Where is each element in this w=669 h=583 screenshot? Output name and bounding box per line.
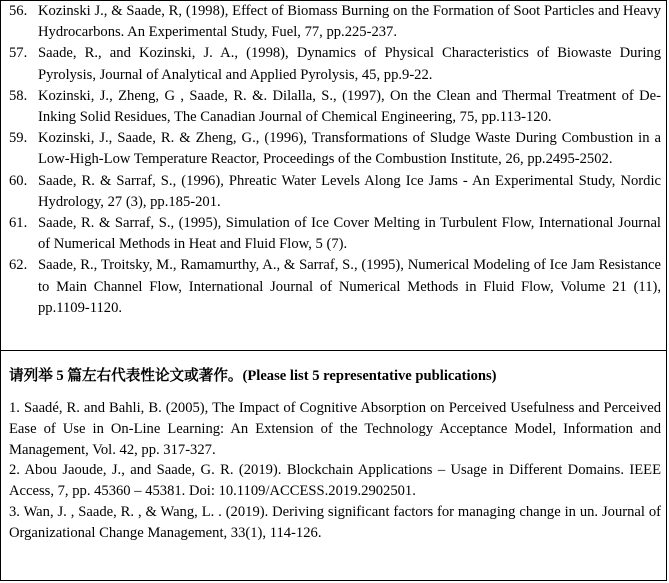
reference-item — [9, 128, 661, 170]
reference-text: Kozinski J., & Saade, R, (1998), Effect of Biomass Burning on the Formation of Soot Particles and Heavy Hydrocarbons. An Experimental Study, Fuel, 77, pp.225-237. — [38, 3, 661, 41]
reference-text: Kozinski, J., Zheng, G , Saade, R. &. Dilalla, S., (1997), On the Clean and Thermal Treatment of De-Inking Solid Residues, The Canadian Journal of Chemical Engineering, 75, pp.113-120. — [38, 87, 661, 126]
reference-text: Saade, R. & Sarraf, S., (1995), Simulation of Ice Cover Melting in Turbulent Flow, International Journal of Numerical Methods in Heat and Fluid Flow, 5 (7). — [38, 215, 661, 253]
reference-number: 58. — [9, 87, 28, 104]
reference-item — [9, 255, 661, 319]
reference-number: 62. — [9, 257, 28, 274]
section-heading: 请列举 5 篇左右代表性论文或著作。(Please list 5 representative publications) — [9, 368, 497, 384]
reference-number: 56. — [9, 3, 28, 19]
publication-item: 1. Saadé, R. and Bahli, B. (2005), The Impact of Cognitive Absorption on Perceived Usefulness and Perceived Ease of Use in On-Line Learning: An Extension of the Technology Acceptance Model, Information and Management, Vol. 42, pp. 317-327. — [9, 400, 661, 458]
publication-item: 2. Abou Jaoude, J., and Saade, G. R. (2019). Blockchain Applications – Usage in Different Domains. IEEE Access, 7, pp. 45360 – 45381. Doi: 10.1109/ACCESS.2019.2902501. — [9, 462, 661, 500]
reference-number: 61. — [9, 215, 28, 232]
representative-publications-cell — [1, 352, 666, 581]
publication-list — [9, 398, 661, 544]
reference-item — [9, 43, 661, 85]
reference-number: 60. — [9, 172, 28, 189]
reference-item — [9, 86, 661, 128]
reference-text: Saade, R., Troitsky, M., Ramamurthy, A., & Sarraf, S., (1995), Numerical Modeling of Ice Jam Resistance to Main Channel Flow, International Journal of Numerical Methods in Fluid Flow, Volume 21 (11), pp.1109-1120. — [38, 257, 661, 316]
reference-number: 57. — [9, 45, 28, 62]
reference-item — [9, 1, 661, 43]
reference-number: 59. — [9, 130, 28, 147]
reference-item — [9, 213, 661, 255]
references-cell — [1, 1, 666, 349]
reference-text: Kozinski, J., Saade, R. & Zheng, G., (1996), Transformations of Sludge Waste During Combustion in a Low-High-Low Temperature Reactor, Proceedings of the Combustion Institute, 26, pp.2495-2502. — [38, 130, 661, 168]
reference-list — [9, 1, 661, 319]
reference-text: Saade, R., and Kozinski, J. A., (1998), Dynamics of Physical Characteristics of Biowaste During Pyrolysis, Journal of Analytical and Applied Pyrolysis, 45, pp.9-22. — [38, 45, 661, 83]
publication-item: 3. Wan, J. , Saade, R. , & Wang, L. . (2019). Deriving significant factors for managing change in un. Journal of Organizational Change Management, 33(1), 114-126. — [9, 503, 661, 541]
table-divider — [1, 350, 666, 351]
reference-item — [9, 171, 661, 213]
reference-text: Saade, R. & Sarraf, S., (1996), Phreatic Water Levels Along Ice Jams - An Experimental Study, Nordic Hydrology, 27 (3), pp.185-201. — [38, 172, 661, 210]
